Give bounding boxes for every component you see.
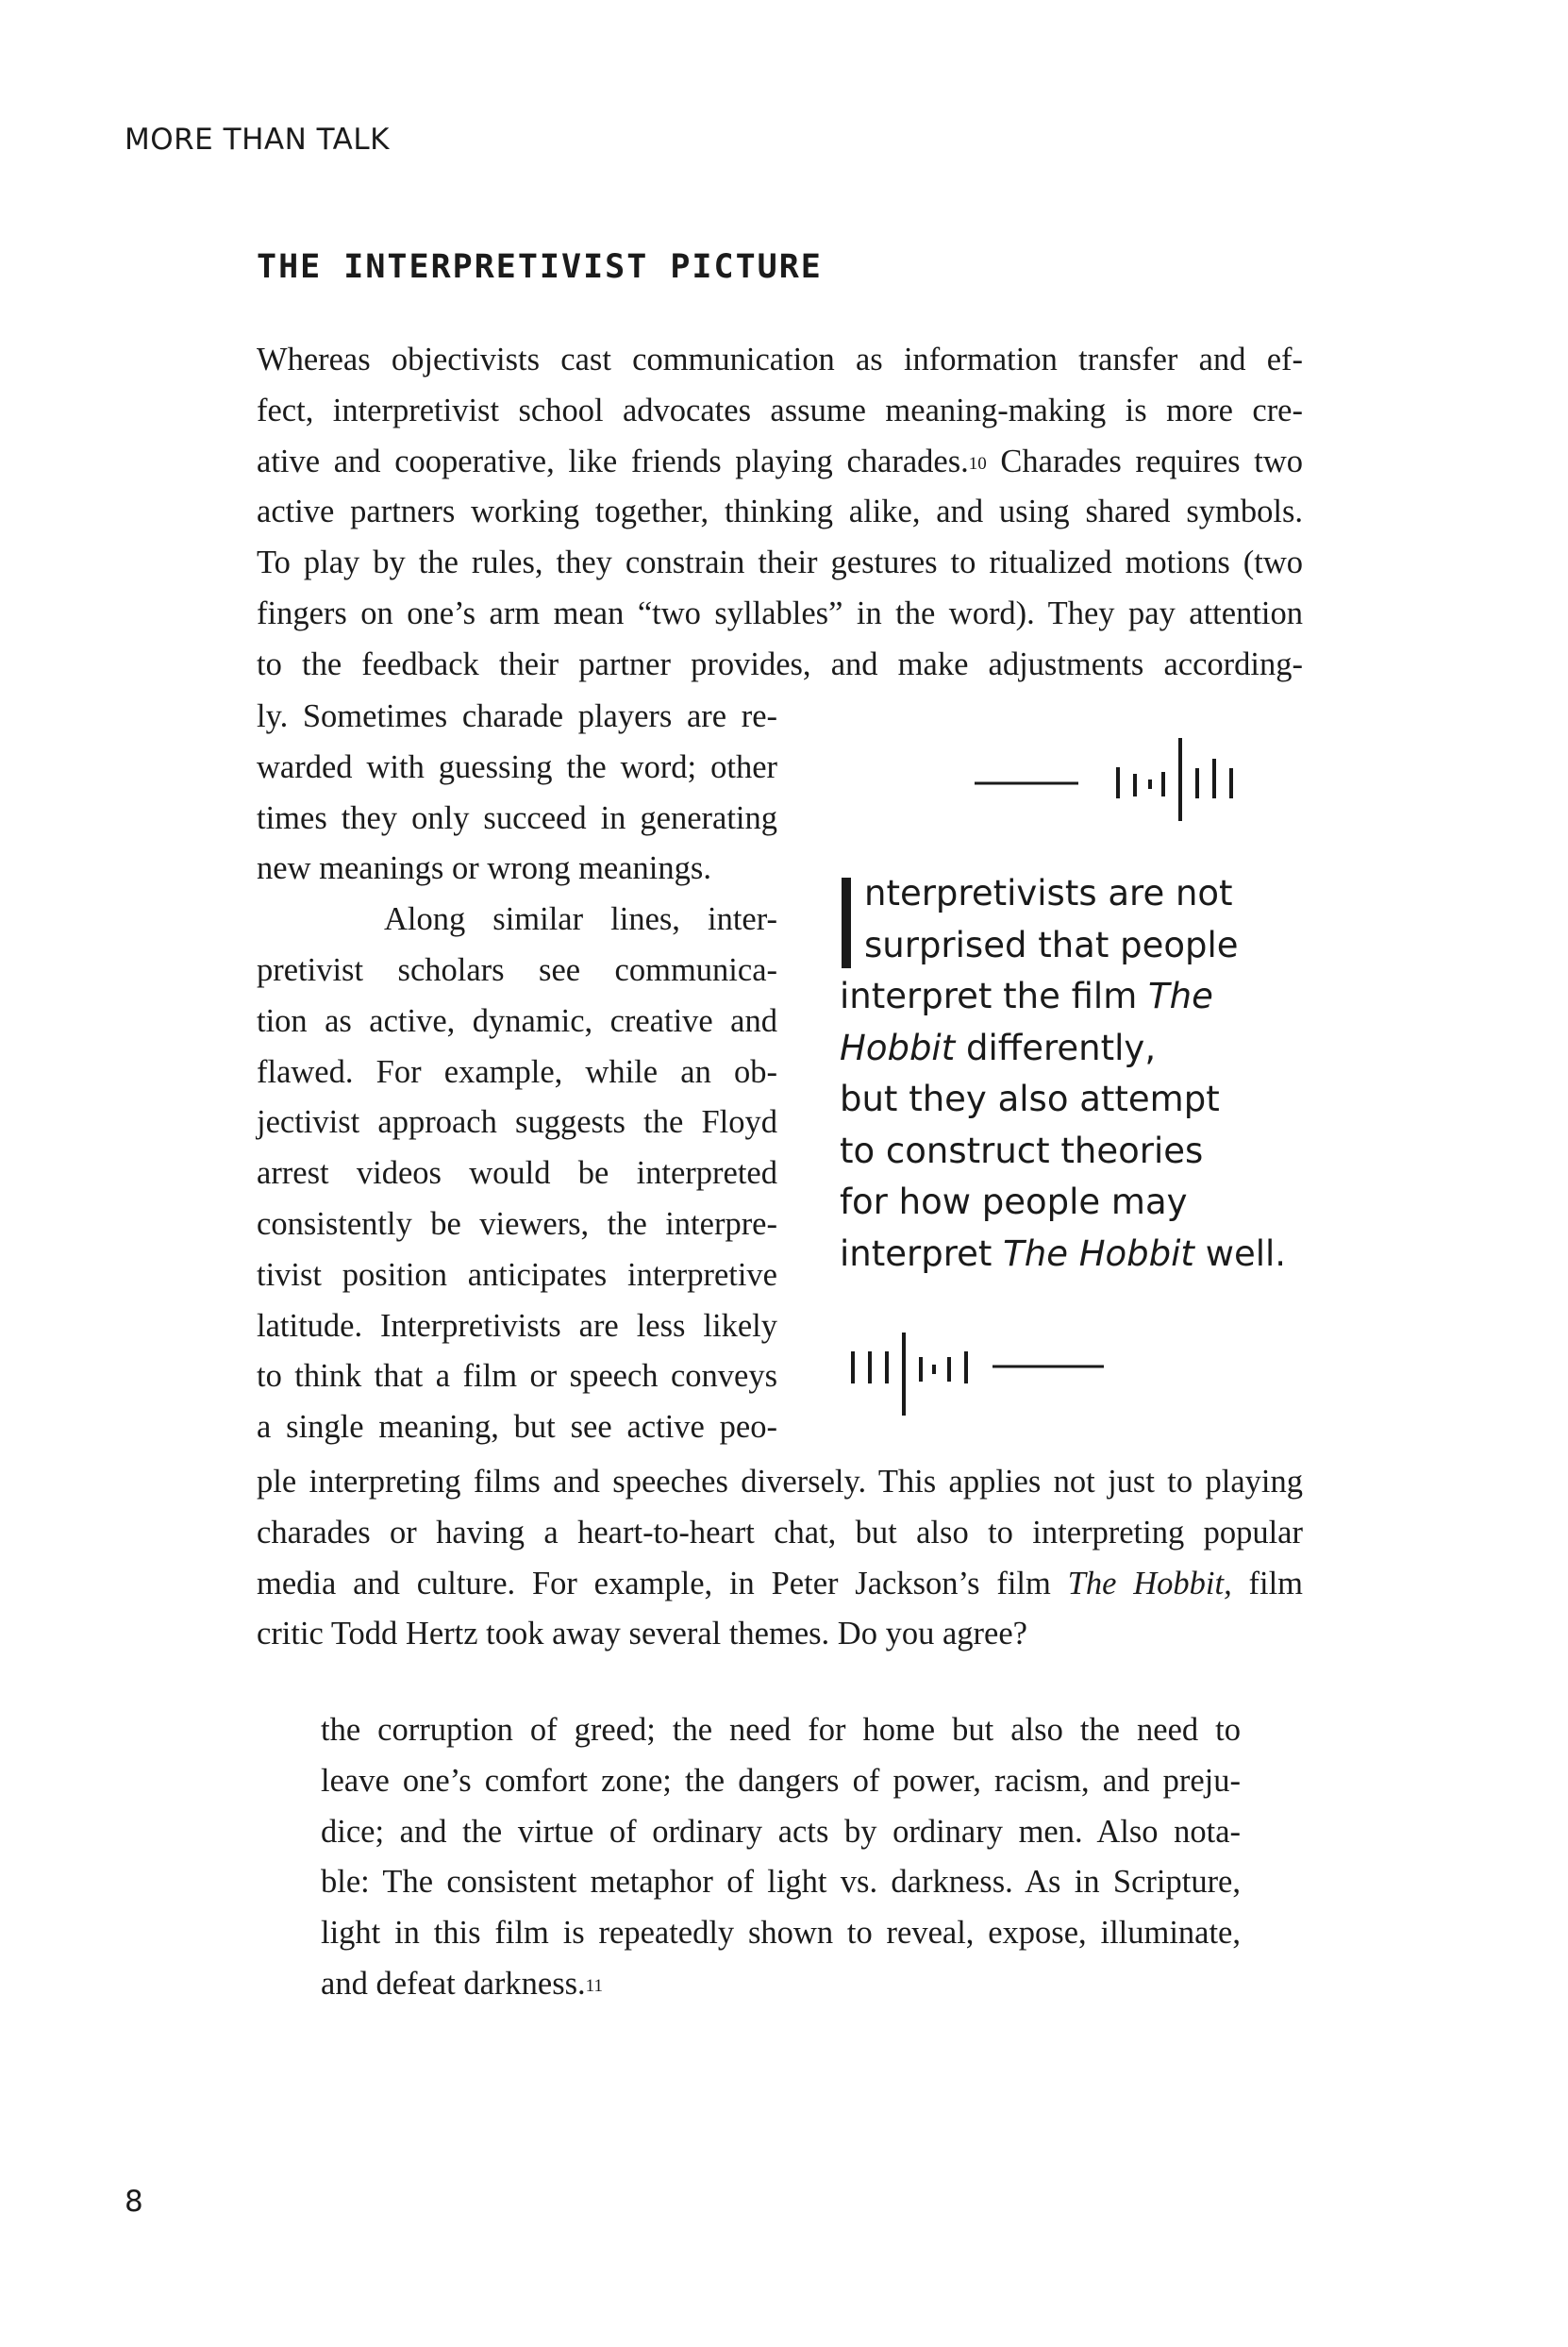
text-line: and defeat darkness.$^{11}$ <box>321 1965 603 2002</box>
text-line: arrest videos would be interpreted <box>257 1155 777 1192</box>
paragraph-narrow-column <box>257 692 777 1453</box>
text-line: latitude. Interpretivists are less likely <box>257 1307 777 1344</box>
text-line: active partners working together, thinking alike, and using shared symbols. <box>257 494 1303 530</box>
text-line: dice; and the virtue of ordinary acts by ordinary men. Also nota- <box>321 1813 1241 1850</box>
text-line: fingers on one’s arm mean “two syllables” in the word). They pay attention <box>257 595 1303 631</box>
text-line: charades or having a heart-to-heart chat, but also to interpreting popular <box>257 1514 1303 1551</box>
text-line: light in this film is repeatedly shown to reveal, expose, illuminate, <box>321 1915 1241 1952</box>
text-line: jectivist approach suggests the Floyd <box>257 1104 777 1141</box>
text-line: a single meaning, but see active peo- <box>257 1409 777 1446</box>
text-line: to the feedback their partner provides, and make adjustments according- <box>257 645 1303 682</box>
text-line: critic Todd Hertz took away several themes. Do you agree? <box>257 1616 1027 1652</box>
text-line: tivist position anticipates interpretive <box>257 1256 777 1293</box>
footnote-ref-11[interactable]: 11 <box>585 1975 603 1996</box>
text-line: leave one’s comfort zone; the dangers of power, racism, and preju- <box>321 1762 1241 1799</box>
pull-quote-line: interpret the film The <box>840 976 1213 1016</box>
pull-quote-line: to construct theories <box>840 1130 1204 1171</box>
block-quote <box>321 1705 1241 2010</box>
text-line: Along similar lines, inter- <box>384 901 777 938</box>
text-line: the corruption of greed; the need for home but also the need to <box>321 1712 1241 1748</box>
text-line: flawed. For example, while an ob- <box>257 1053 777 1090</box>
footnote-ref-10[interactable]: 10 <box>968 453 987 474</box>
text-line: new meanings or wrong meanings. <box>257 850 711 887</box>
text-line: ble: The consistent metaphor of light vs. darkness. As in Scripture, <box>321 1864 1241 1901</box>
text-line: media and culture. For example, in Peter Jackson’s film The Hobbit, film <box>257 1565 1304 1601</box>
waveform-icon <box>840 1329 1123 1418</box>
text-line: ly. Sometimes charade players are re- <box>257 698 777 734</box>
pull-quote-line: surprised that people <box>864 924 1239 965</box>
paragraph-intro <box>257 335 1303 691</box>
pull-quote-line: nterpretivists are not <box>864 873 1233 914</box>
pull-quote-line: for how people may <box>840 1182 1188 1222</box>
pull-quote-line: interpret The Hobbit well. <box>840 1232 1287 1274</box>
paragraph-continuation <box>257 1457 1303 1660</box>
text-line: ple interpreting films and speeches diversely. This applies not just to playing <box>257 1464 1303 1500</box>
page-number: 8 <box>125 2185 143 2219</box>
pull-quote-line: but they also attempt <box>840 1079 1220 1119</box>
waveform-ornament-top <box>975 734 1258 824</box>
drop-cap-i <box>842 878 851 968</box>
section-heading: THE INTERPRETIVIST PICTURE <box>257 248 823 286</box>
film-title: The Hobbit, <box>1067 1565 1232 1601</box>
text-line: pretivist scholars see communica- <box>257 951 777 988</box>
text-line: To play by the rules, they constrain their gestures to ritualized motions (two <box>257 545 1303 581</box>
text-line: times they only succeed in generating <box>257 799 777 836</box>
text-line: fect, interpretivist school advocates assume meaning-making is more cre- <box>257 392 1303 428</box>
pull-quote-line: Hobbit differently, <box>840 1027 1157 1068</box>
text-line: to think that a film or speech conveys <box>257 1358 777 1395</box>
running-head: MORE THAN TALK <box>125 123 390 157</box>
waveform-ornament-bottom <box>840 1329 1123 1418</box>
waveform-icon <box>975 734 1258 824</box>
pull-quote <box>840 868 1287 1280</box>
text-line: ative and cooperative, like friends playing charades.$^{10}$ Charades requires two <box>257 443 1303 479</box>
text-line: Whereas objectivists cast communication as information transfer and ef- <box>257 342 1303 377</box>
text-line: tion as active, dynamic, creative and <box>257 1002 777 1039</box>
text-line: consistently be viewers, the interpre- <box>257 1205 777 1242</box>
text-line: warded with guessing the word; other <box>257 748 777 785</box>
